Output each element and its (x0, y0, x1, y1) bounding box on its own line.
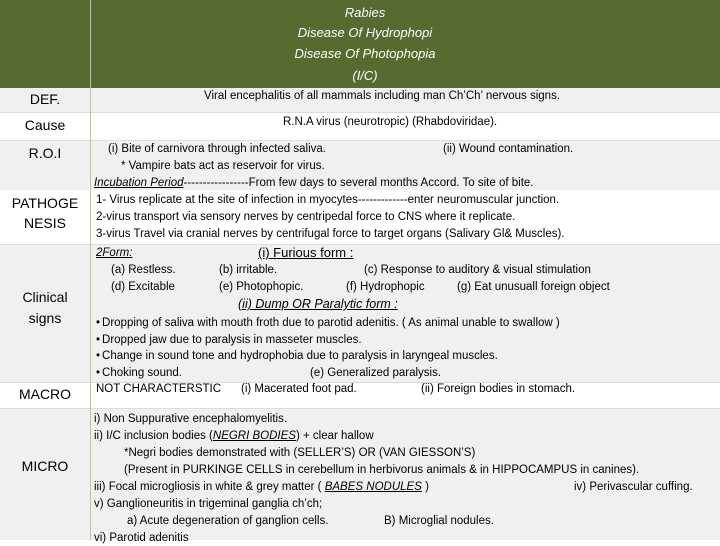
macro-b: (i) Macerated foot pad. (241, 383, 357, 395)
furious-b: (b) irritable. (219, 264, 278, 276)
cause-text: R.N.A virus (neurotropic) (Rhabdoviridae). (283, 116, 498, 128)
label-cause: Cause (24, 117, 66, 133)
incubation-rest: -----------------From few days to several months Accord. To site of bite. (183, 177, 534, 189)
macro-c: (ii) Foreign bodies in stomach. (421, 383, 576, 395)
label-pathogenesis-2: NESIS (23, 215, 66, 231)
roi-line-2: * Vampire bats act as reservoir for virus. (121, 160, 325, 172)
path-line-1: 1- Virus replicate at the site of infection in myocytes-------------enter neuromuscular junction. (96, 194, 560, 206)
label-clinical-2: signs (28, 310, 62, 326)
furious-a: (a) Restless. (111, 264, 176, 276)
label-macro: MACRO (18, 386, 72, 402)
micro-line-2a: ii) I/C inclusion bodies ( (94, 430, 213, 442)
column-divider (90, 0, 91, 540)
header-banner (0, 0, 720, 88)
micro-line-3: *Negri bodies demonstrated with (SELLER’S) OR (VAN GIESSON’S) (124, 447, 476, 459)
divider (0, 140, 720, 141)
label-micro: MICRO (21, 458, 69, 474)
micro-line-5b: ) (425, 481, 429, 493)
micro-line-6: v) Ganglioneuritis in trigeminal ganglia ch’ch; (94, 498, 323, 510)
label-pathogenesis-1: PATHOGE (11, 195, 79, 211)
label-clinical-1: Clinical (22, 289, 68, 305)
dumb-line-2: • Dropped jaw due to paralysis in masseter muscles. (96, 333, 362, 348)
path-line-3: 3-virus Travel via cranial nerves by centrifugal force to target organs (Salivary Gl& Muscles). (96, 228, 565, 240)
negri-bodies: NEGRI BODIES (212, 430, 296, 442)
micro-line-2 (94, 429, 374, 444)
micro-line-5a: iii) Focal microgliosis in white & grey matter ( (94, 481, 322, 493)
roi-incubation (94, 176, 533, 191)
clinical-forms: 2Form: (96, 247, 133, 259)
divider (0, 408, 720, 409)
furious-e: (e) Photophopic. (219, 281, 304, 293)
furious-f: (f) Hydrophopic (346, 281, 425, 293)
divider (0, 244, 720, 245)
title-line-1: Rabies (344, 5, 386, 20)
divider (0, 112, 720, 113)
furious-g: (g) Eat unusuall foreign object (457, 281, 610, 293)
micro-line-1: i) Non Suppurative encephalomyelitis. (94, 413, 288, 425)
furious-heading: (i) Furious form : (258, 245, 354, 260)
micro-line-8: vi) Parotid adenitis (94, 532, 189, 544)
furious-d: (d) Excitable (111, 281, 175, 293)
furious-c: (c) Response to auditory & visual stimulation (364, 264, 591, 276)
micro-line-5 (94, 480, 429, 495)
macro-a: NOT CHARACTERSTIC (96, 383, 222, 395)
def-text: Viral encephalitis of all mammals including man Ch’Ch’ nervous signs. (204, 90, 561, 102)
micro-line-4: (Present in PURKINGE CELLS in cerebellum in herbivorus animals & in HIPPOCAMPUS in canines). (124, 464, 640, 476)
path-line-2: 2-virus transport via sensory nerves by centripedal force to CNS where it replicate. (96, 211, 516, 223)
label-roi: R.O.I (28, 145, 62, 161)
title-line-2: Disease Of Hydrophopi (297, 25, 433, 40)
dumb-heading: (ii) Dump OR Paralytic form : (238, 297, 398, 311)
micro-line-5c: iv) Perivascular cuffing. (574, 481, 693, 493)
dumb-line-4b: (e) Generalized paralysis. (310, 367, 442, 379)
micro-line-2b: ) + clear hallow (295, 430, 374, 442)
incubation-label: Incubation Period (94, 177, 184, 189)
micro-line-7b: B) Microglial nodules. (384, 515, 494, 527)
micro-line-7a: a) Acute degeneration of ganglion cells. (127, 515, 329, 527)
title-line-4: (I/C) (352, 68, 378, 83)
label-def: DEF. (29, 91, 61, 107)
dumb-line-1: • Dropping of saliva with mouth froth due to parotid adenitis. ( As animal unable to swallow ) (96, 316, 560, 331)
roi-line-1a: (i) Bite of carnivora through infected saliva. (108, 143, 326, 155)
title-line-3: Disease Of Photophopia (294, 46, 436, 61)
babes-nodules: BABES NODULES (324, 481, 422, 493)
dumb-line-4a: • Choking sound. (96, 366, 182, 381)
dumb-line-3: • Change in sound tone and hydrophobia due to paralysis in laryngeal muscles. (96, 349, 498, 364)
roi-line-1b: (ii) Wound contamination. (443, 143, 574, 155)
